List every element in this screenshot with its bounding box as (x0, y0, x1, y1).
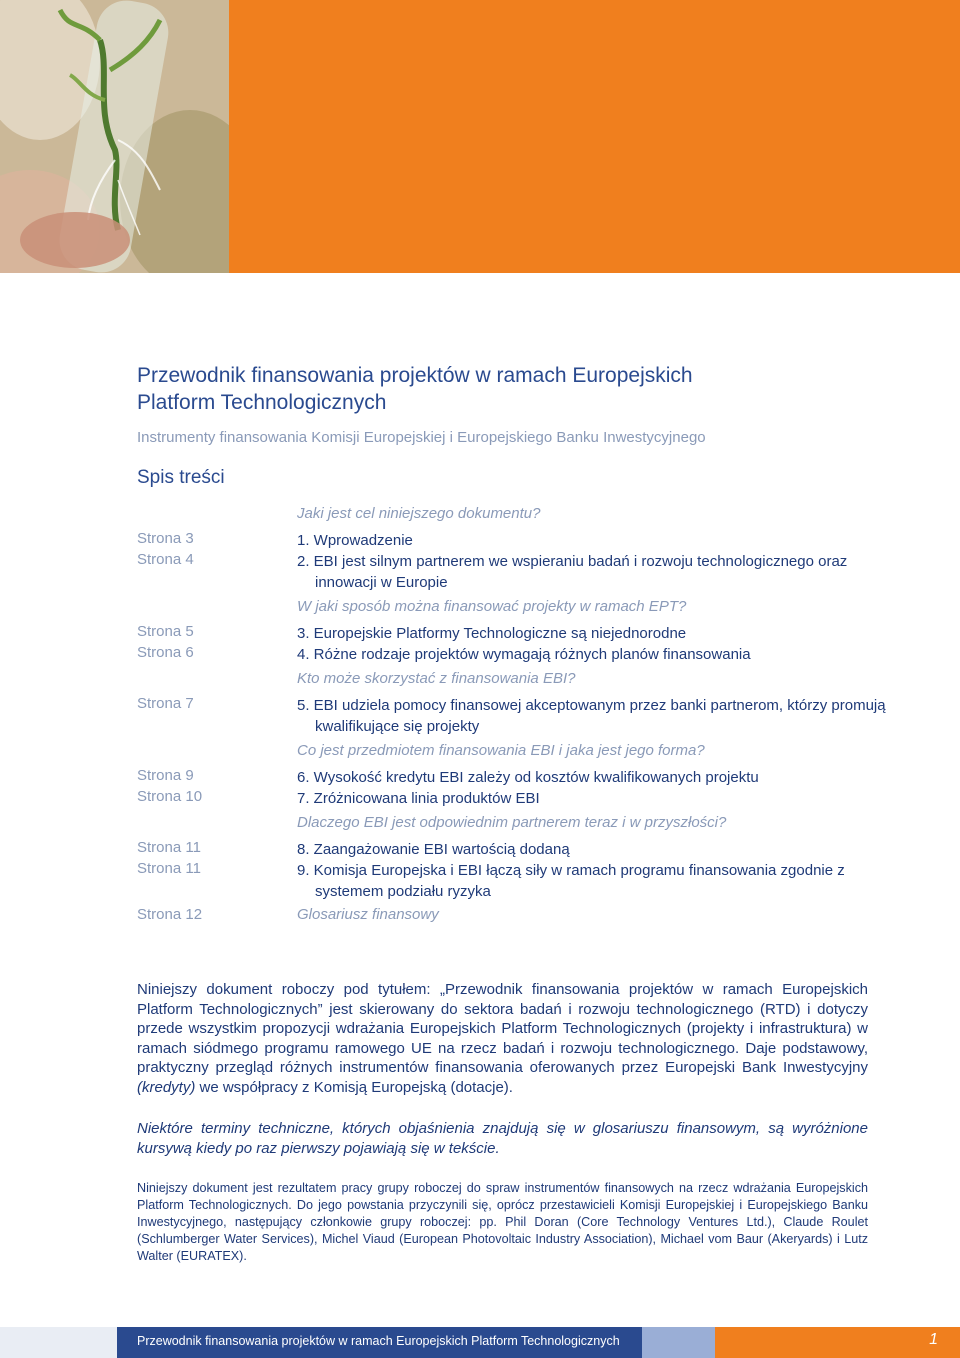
toc-question: Kto może skorzystać z finansowania EBI? (297, 670, 576, 687)
footer-orange-block (715, 1327, 960, 1358)
document-title (137, 362, 917, 416)
page-number: 1 (929, 1331, 938, 1348)
toc-page-ref: Strona 12 (137, 906, 203, 923)
toc-entry[interactable]: 7. Zróżnicowana linia produktów EBI (297, 790, 540, 807)
toc-question: Jaki jest cel niniejszego dokumentu? (297, 505, 541, 522)
toc-entry[interactable]: 8. Zaangażowanie EBI wartością dodaną (297, 841, 570, 858)
toc-entry[interactable]: 6. Wysokość kredytu EBI zależy od kosztów kwalifikowanych projektu (297, 769, 759, 786)
toc-page-ref: Strona 7 (137, 695, 194, 712)
footer-light-block (642, 1327, 715, 1358)
toc-page-ref: Strona 9 (137, 767, 194, 784)
toc-page-ref: Strona 3 (137, 530, 194, 547)
toc-entry[interactable]: 3. Europejskie Platformy Technologiczne są niejednorodne (297, 625, 687, 642)
footer-pale-block (0, 1327, 117, 1358)
title-line-2: Platform Technologicznych (137, 391, 387, 414)
toc-page-ref: Strona 6 (137, 644, 194, 661)
toc-entry[interactable]: 4. Różne rodzaje projektów wymagają różnych planów finansowania (297, 646, 751, 663)
header-photo (0, 0, 229, 273)
toc-question: Dlaczego EBI jest odpowiednim partnerem teraz i w przyszłości? (297, 814, 727, 831)
toc-entry[interactable]: 9. Komisja Europejska i EBI łączą siły w ramach programu finansowania zgodnie z systemem podziału ryzyka (297, 862, 845, 900)
credits-paragraph: Niniejszy dokument jest rezultatem pracy grupy roboczej do spraw instrumentów finansowych na rzecz wdrażania Europejskich Platform Technologicznych. Do jego powstania przyczynili się, oprócz przestawicieli Komisji Europejskiej i Europejskiego Banku Inwestycyjnego, następujący członkowie grupy roboczej: pp. Phil Doran (Core Technology Ventures Ltd.), Claude Roulet (Schlumberger Water Services), Michel Viaud (European Photovoltaic Industry Association), Michael vom Baur (Akeryards) i Lutz Walter (EURATEX). (137, 1181, 868, 1263)
toc-entry[interactable]: 2. EBI jest silnym partnerem we wspieraniu badań i rozwoju technologicznego oraz innowacji w Europie (297, 553, 848, 591)
toc-page-ref: Strona 4 (137, 551, 194, 568)
title-line-1: Przewodnik finansowania projektów w ramach Europejskich (137, 364, 693, 387)
document-subtitle: Instrumenty finansowania Komisji Europejskiej i Europejskiego Banku Inwestycyjnego (137, 429, 706, 446)
toc-page-ref: Strona 10 (137, 788, 203, 805)
toc-page-ref: Strona 5 (137, 623, 194, 640)
toc-question: W jaki sposób można finansować projekty w ramach EPT? (297, 598, 687, 615)
intro-paragraph: Niniejszy dokument roboczy pod tytułem: „Przewodnik finansowania projektów w ramach Europejskich Platform Technologicznych” jest skierowany do sektora badań i rozwoju technologicznego (RTD) i dotyczy przede wszystkim propozycji wdrażania Europejskich Platform Technologicznych (projekty i infrastruktura) w ramach siódmego programu ramowego UE na rzecz badań i rozwoju technologicznego. Daje podstawowy, praktyczny przegląd różnych instrumentów finansowania oferowanych przez Europejski Bank Inwestycyjny (kredyty) we współpracy z Komisją Europejską (dotacje). (137, 981, 868, 1096)
toc-entry[interactable]: 5. EBI udziela pomocy finansowej akceptowanym przez banki partnerom, którzy promują kwalifikujące się projekty (297, 697, 886, 735)
toc-heading: Spis treści (137, 467, 225, 488)
test-tube-plant-image (0, 0, 229, 273)
header-orange-block (229, 0, 960, 273)
glossary-note-paragraph: Niektóre terminy techniczne, których objaśnienia znajdują się w glosariuszu finansowym, są wyróżnione kursywą kiedy po raz pierwszy pojawiają się w tekście. (137, 1120, 868, 1157)
toc-page-ref: Strona 11 (137, 860, 201, 877)
toc-entry[interactable]: 1. Wprowadzenie (297, 532, 413, 549)
toc-page-ref: Strona 11 (137, 839, 201, 856)
footer-title: Przewodnik finansowania projektów w ramach Europejskich Platform Technologicznych (137, 1334, 620, 1348)
toc-question: Co jest przedmiotem finansowania EBI i jaka jest jego forma? (297, 742, 705, 759)
toc-question[interactable]: Glosariusz finansowy (297, 906, 439, 923)
